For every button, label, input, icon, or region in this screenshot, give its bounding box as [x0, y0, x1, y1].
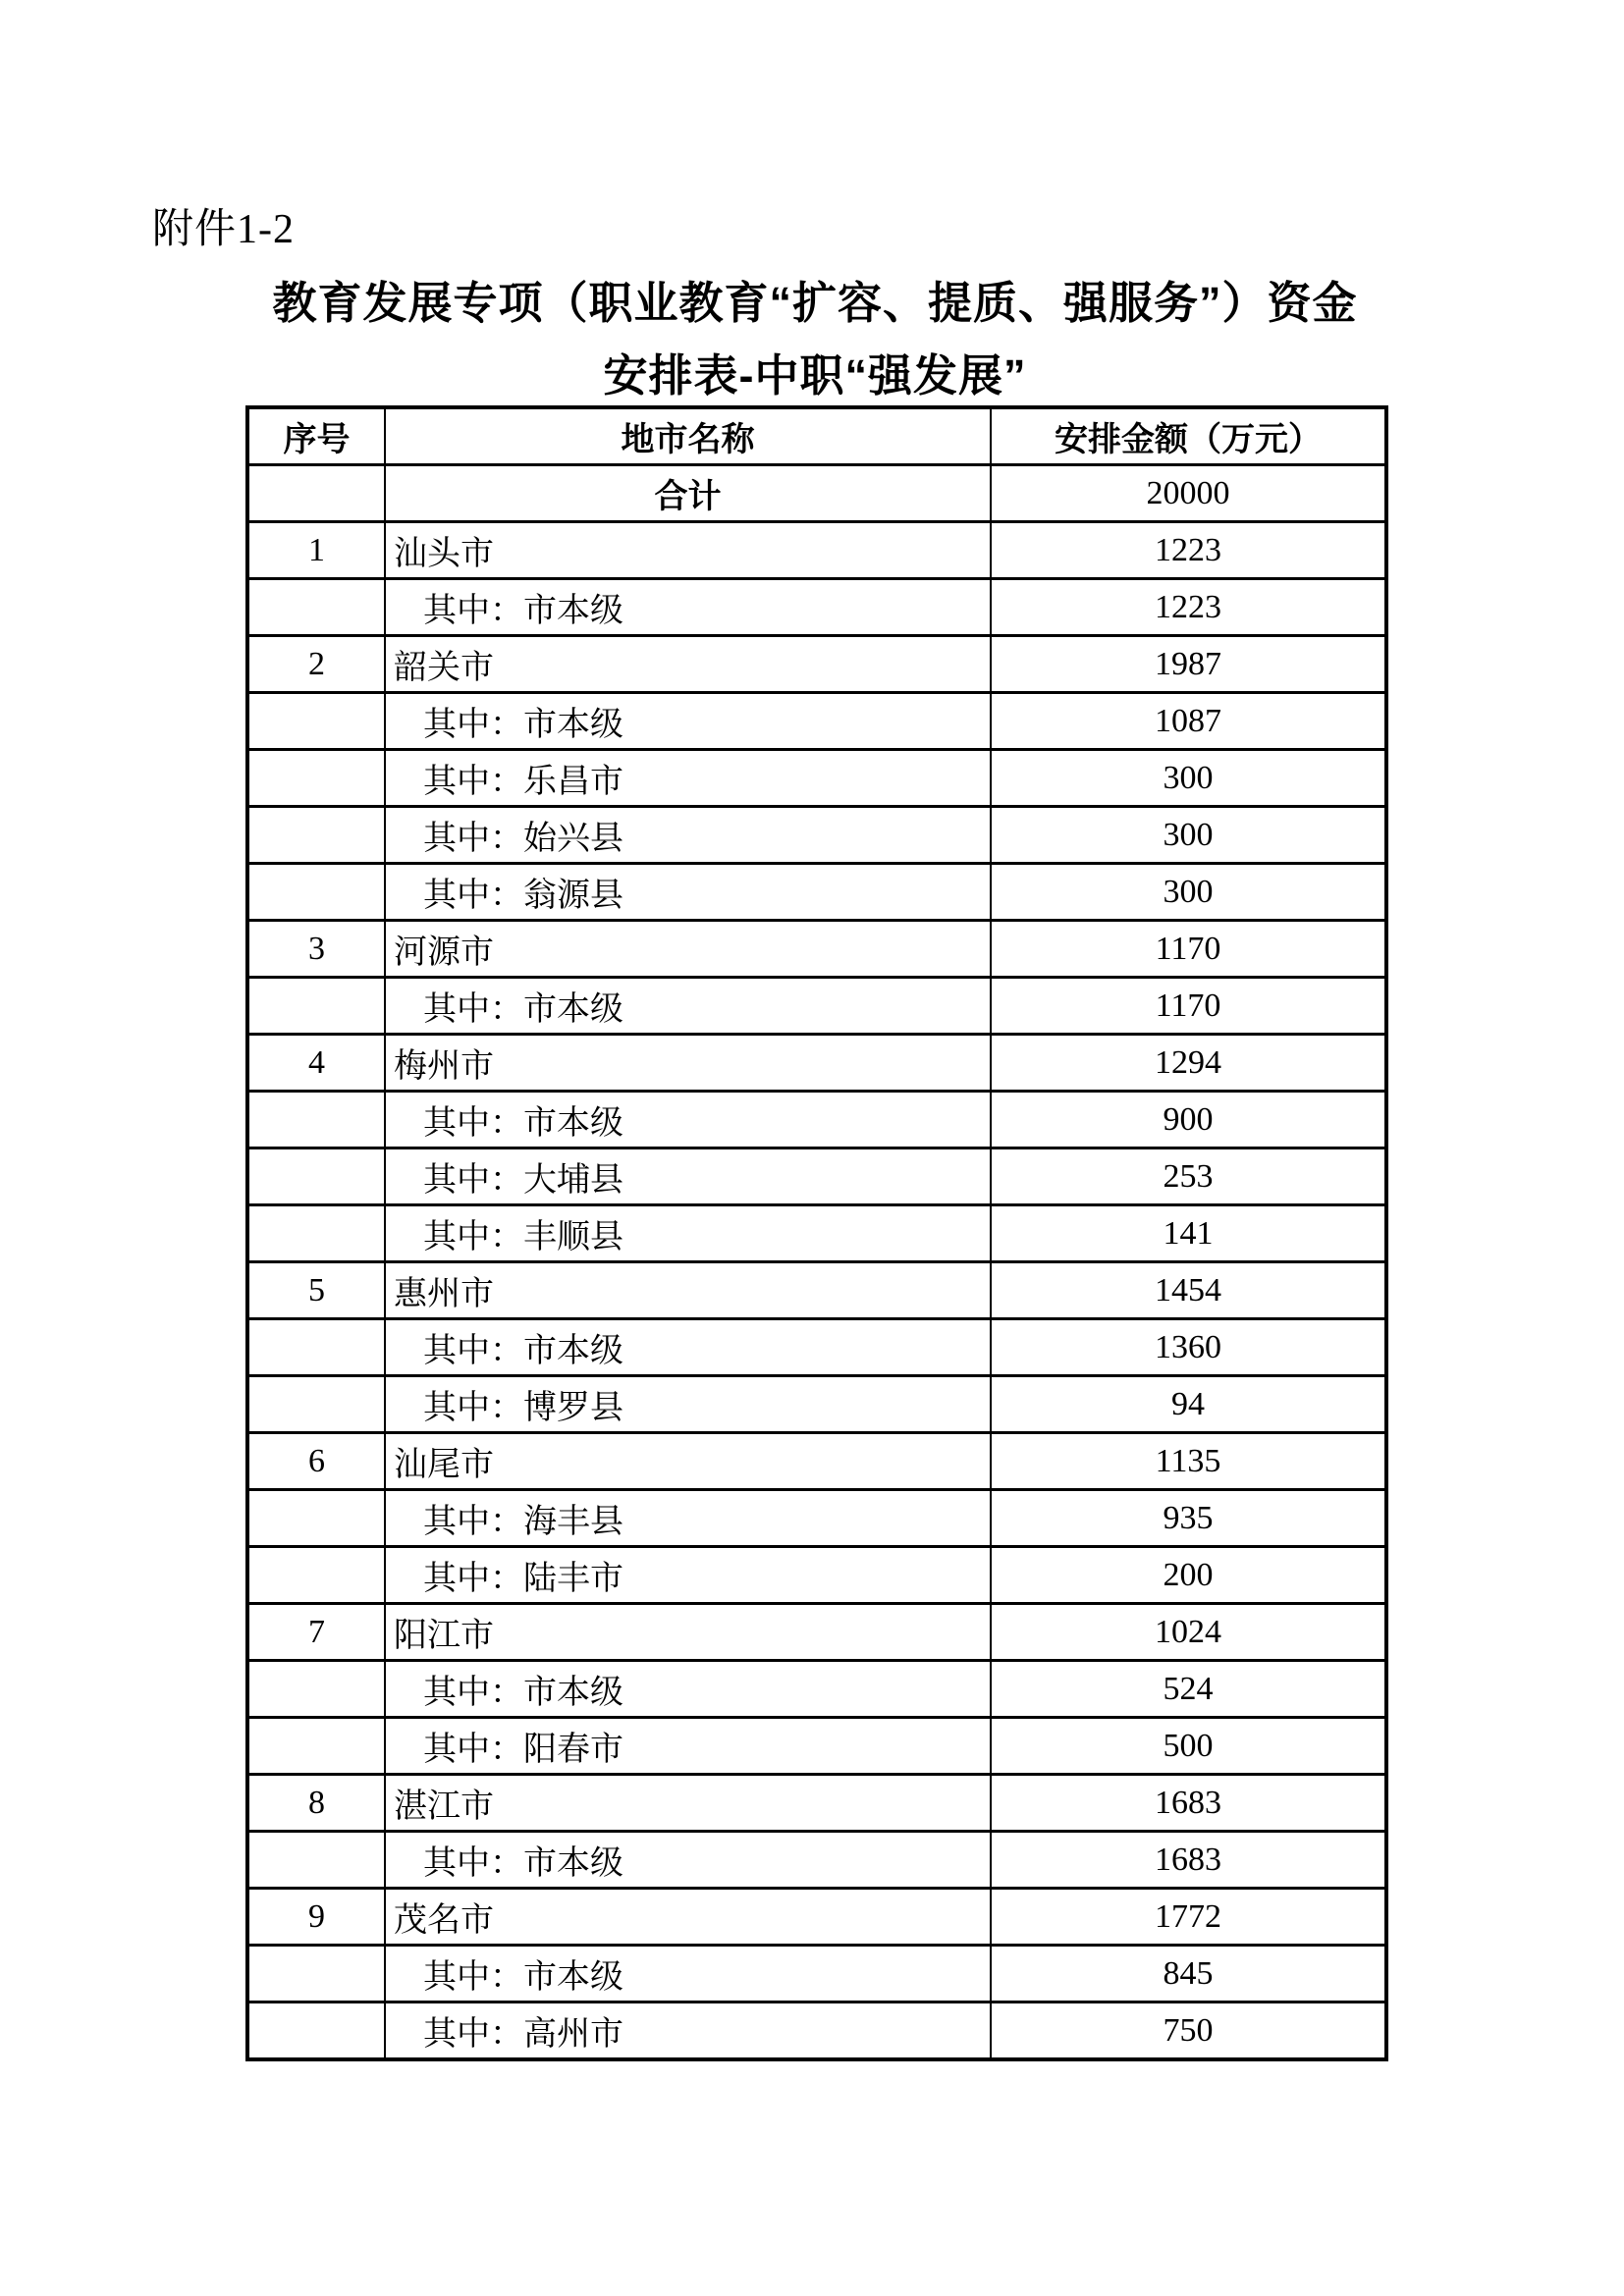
row-amount: 1772 — [991, 1889, 1386, 1946]
row-no — [247, 1718, 385, 1775]
header-no: 序号 — [247, 407, 385, 465]
row-name: 汕尾市 — [385, 1433, 991, 1490]
table-row — [247, 636, 1386, 693]
total-row — [247, 465, 1386, 522]
row-no: 2 — [247, 636, 385, 693]
table-row — [247, 1718, 1386, 1775]
document-title-line2: 安排表-中职“强发展” — [603, 350, 1027, 400]
header-city-name: 地市名称 — [385, 407, 991, 465]
row-no: 1 — [247, 522, 385, 579]
row-amount: 1683 — [991, 1775, 1386, 1832]
row-name: 其中：市本级 — [385, 978, 991, 1035]
row-name: 其中：市本级 — [385, 1092, 991, 1148]
row-amount: 1683 — [991, 1832, 1386, 1889]
table-row — [247, 921, 1386, 978]
row-name: 河源市 — [385, 921, 991, 978]
row-amount: 845 — [991, 1946, 1386, 2002]
row-no — [247, 1946, 385, 2002]
row-no — [247, 1319, 385, 1376]
row-amount: 1987 — [991, 636, 1386, 693]
table-row — [247, 1889, 1386, 1946]
row-no — [247, 1092, 385, 1148]
row-no: 3 — [247, 921, 385, 978]
row-amount: 1170 — [991, 921, 1386, 978]
total-row-amount: 20000 — [991, 465, 1386, 522]
row-no: 6 — [247, 1433, 385, 1490]
row-amount: 300 — [991, 864, 1386, 921]
row-name: 其中：市本级 — [385, 1661, 991, 1718]
row-no — [247, 978, 385, 1035]
table-row — [247, 1148, 1386, 1205]
table-row — [247, 1490, 1386, 1547]
table-row — [247, 1946, 1386, 2002]
row-amount: 1223 — [991, 522, 1386, 579]
row-name: 其中：市本级 — [385, 693, 991, 750]
row-name: 梅州市 — [385, 1035, 991, 1092]
row-name: 其中：大埔县 — [385, 1148, 991, 1205]
table-row — [247, 579, 1386, 636]
row-amount: 1135 — [991, 1433, 1386, 1490]
row-no — [247, 807, 385, 864]
row-no — [247, 1661, 385, 1718]
row-name: 其中：高州市 — [385, 2002, 991, 2060]
row-no — [247, 864, 385, 921]
row-name: 其中：市本级 — [385, 579, 991, 636]
row-amount: 300 — [991, 750, 1386, 807]
table-row — [247, 864, 1386, 921]
row-name: 阳江市 — [385, 1604, 991, 1661]
table-row — [247, 1319, 1386, 1376]
table-header-row — [247, 407, 1386, 465]
row-amount: 500 — [991, 1718, 1386, 1775]
table-row — [247, 1775, 1386, 1832]
row-amount: 935 — [991, 1490, 1386, 1547]
funding-table — [245, 405, 1388, 2061]
row-name: 其中：海丰县 — [385, 1490, 991, 1547]
table-row — [247, 1035, 1386, 1092]
table-row — [247, 1376, 1386, 1433]
table-row — [247, 1547, 1386, 1604]
row-no: 7 — [247, 1604, 385, 1661]
row-no — [247, 2002, 385, 2060]
row-name: 其中：翁源县 — [385, 864, 991, 921]
table-row — [247, 2002, 1386, 2060]
table-row — [247, 1262, 1386, 1319]
table-row — [247, 807, 1386, 864]
row-amount: 94 — [991, 1376, 1386, 1433]
row-no — [247, 693, 385, 750]
row-name: 茂名市 — [385, 1889, 991, 1946]
row-name: 其中：丰顺县 — [385, 1205, 991, 1262]
table-row — [247, 1433, 1386, 1490]
table-row — [247, 1092, 1386, 1148]
row-amount: 1294 — [991, 1035, 1386, 1092]
row-amount: 1360 — [991, 1319, 1386, 1376]
row-name: 其中：市本级 — [385, 1946, 991, 2002]
row-name: 其中：阳春市 — [385, 1718, 991, 1775]
table-row — [247, 750, 1386, 807]
table-row — [247, 693, 1386, 750]
document-title — [245, 267, 1384, 412]
row-amount: 253 — [991, 1148, 1386, 1205]
row-amount: 1087 — [991, 693, 1386, 750]
row-amount: 200 — [991, 1547, 1386, 1604]
row-name: 湛江市 — [385, 1775, 991, 1832]
row-amount: 1223 — [991, 579, 1386, 636]
row-name: 其中：市本级 — [385, 1319, 991, 1376]
row-amount: 900 — [991, 1092, 1386, 1148]
table-row — [247, 978, 1386, 1035]
total-row-label: 合计 — [385, 465, 991, 522]
row-no: 9 — [247, 1889, 385, 1946]
row-amount: 750 — [991, 2002, 1386, 2060]
table-row — [247, 522, 1386, 579]
table-row — [247, 1661, 1386, 1718]
attachment-label: 附件1-2 — [152, 207, 295, 252]
row-no — [247, 750, 385, 807]
row-name: 其中：陆丰市 — [385, 1547, 991, 1604]
row-name: 其中：始兴县 — [385, 807, 991, 864]
row-name: 汕头市 — [385, 522, 991, 579]
table-row — [247, 1604, 1386, 1661]
row-no — [247, 1832, 385, 1889]
row-no — [247, 1205, 385, 1262]
row-amount: 300 — [991, 807, 1386, 864]
row-no — [247, 1148, 385, 1205]
header-amount: 安排金额（万元） — [991, 407, 1386, 465]
row-name: 其中：博罗县 — [385, 1376, 991, 1433]
row-amount: 524 — [991, 1661, 1386, 1718]
row-name: 惠州市 — [385, 1262, 991, 1319]
row-no — [247, 579, 385, 636]
row-no: 4 — [247, 1035, 385, 1092]
table-row — [247, 1205, 1386, 1262]
funding-table-body — [247, 465, 1386, 2060]
row-amount: 1024 — [991, 1604, 1386, 1661]
row-name: 其中：市本级 — [385, 1832, 991, 1889]
row-no — [247, 1490, 385, 1547]
row-name: 韶关市 — [385, 636, 991, 693]
row-amount: 141 — [991, 1205, 1386, 1262]
row-no — [247, 1547, 385, 1604]
total-row-no — [247, 465, 385, 522]
row-no: 5 — [247, 1262, 385, 1319]
row-amount: 1454 — [991, 1262, 1386, 1319]
row-no: 8 — [247, 1775, 385, 1832]
row-amount: 1170 — [991, 978, 1386, 1035]
document-title-line1: 教育发展专项（职业教育“扩容、提质、强服务”）资金 — [272, 278, 1358, 328]
row-no — [247, 1376, 385, 1433]
row-name: 其中：乐昌市 — [385, 750, 991, 807]
table-row — [247, 1832, 1386, 1889]
